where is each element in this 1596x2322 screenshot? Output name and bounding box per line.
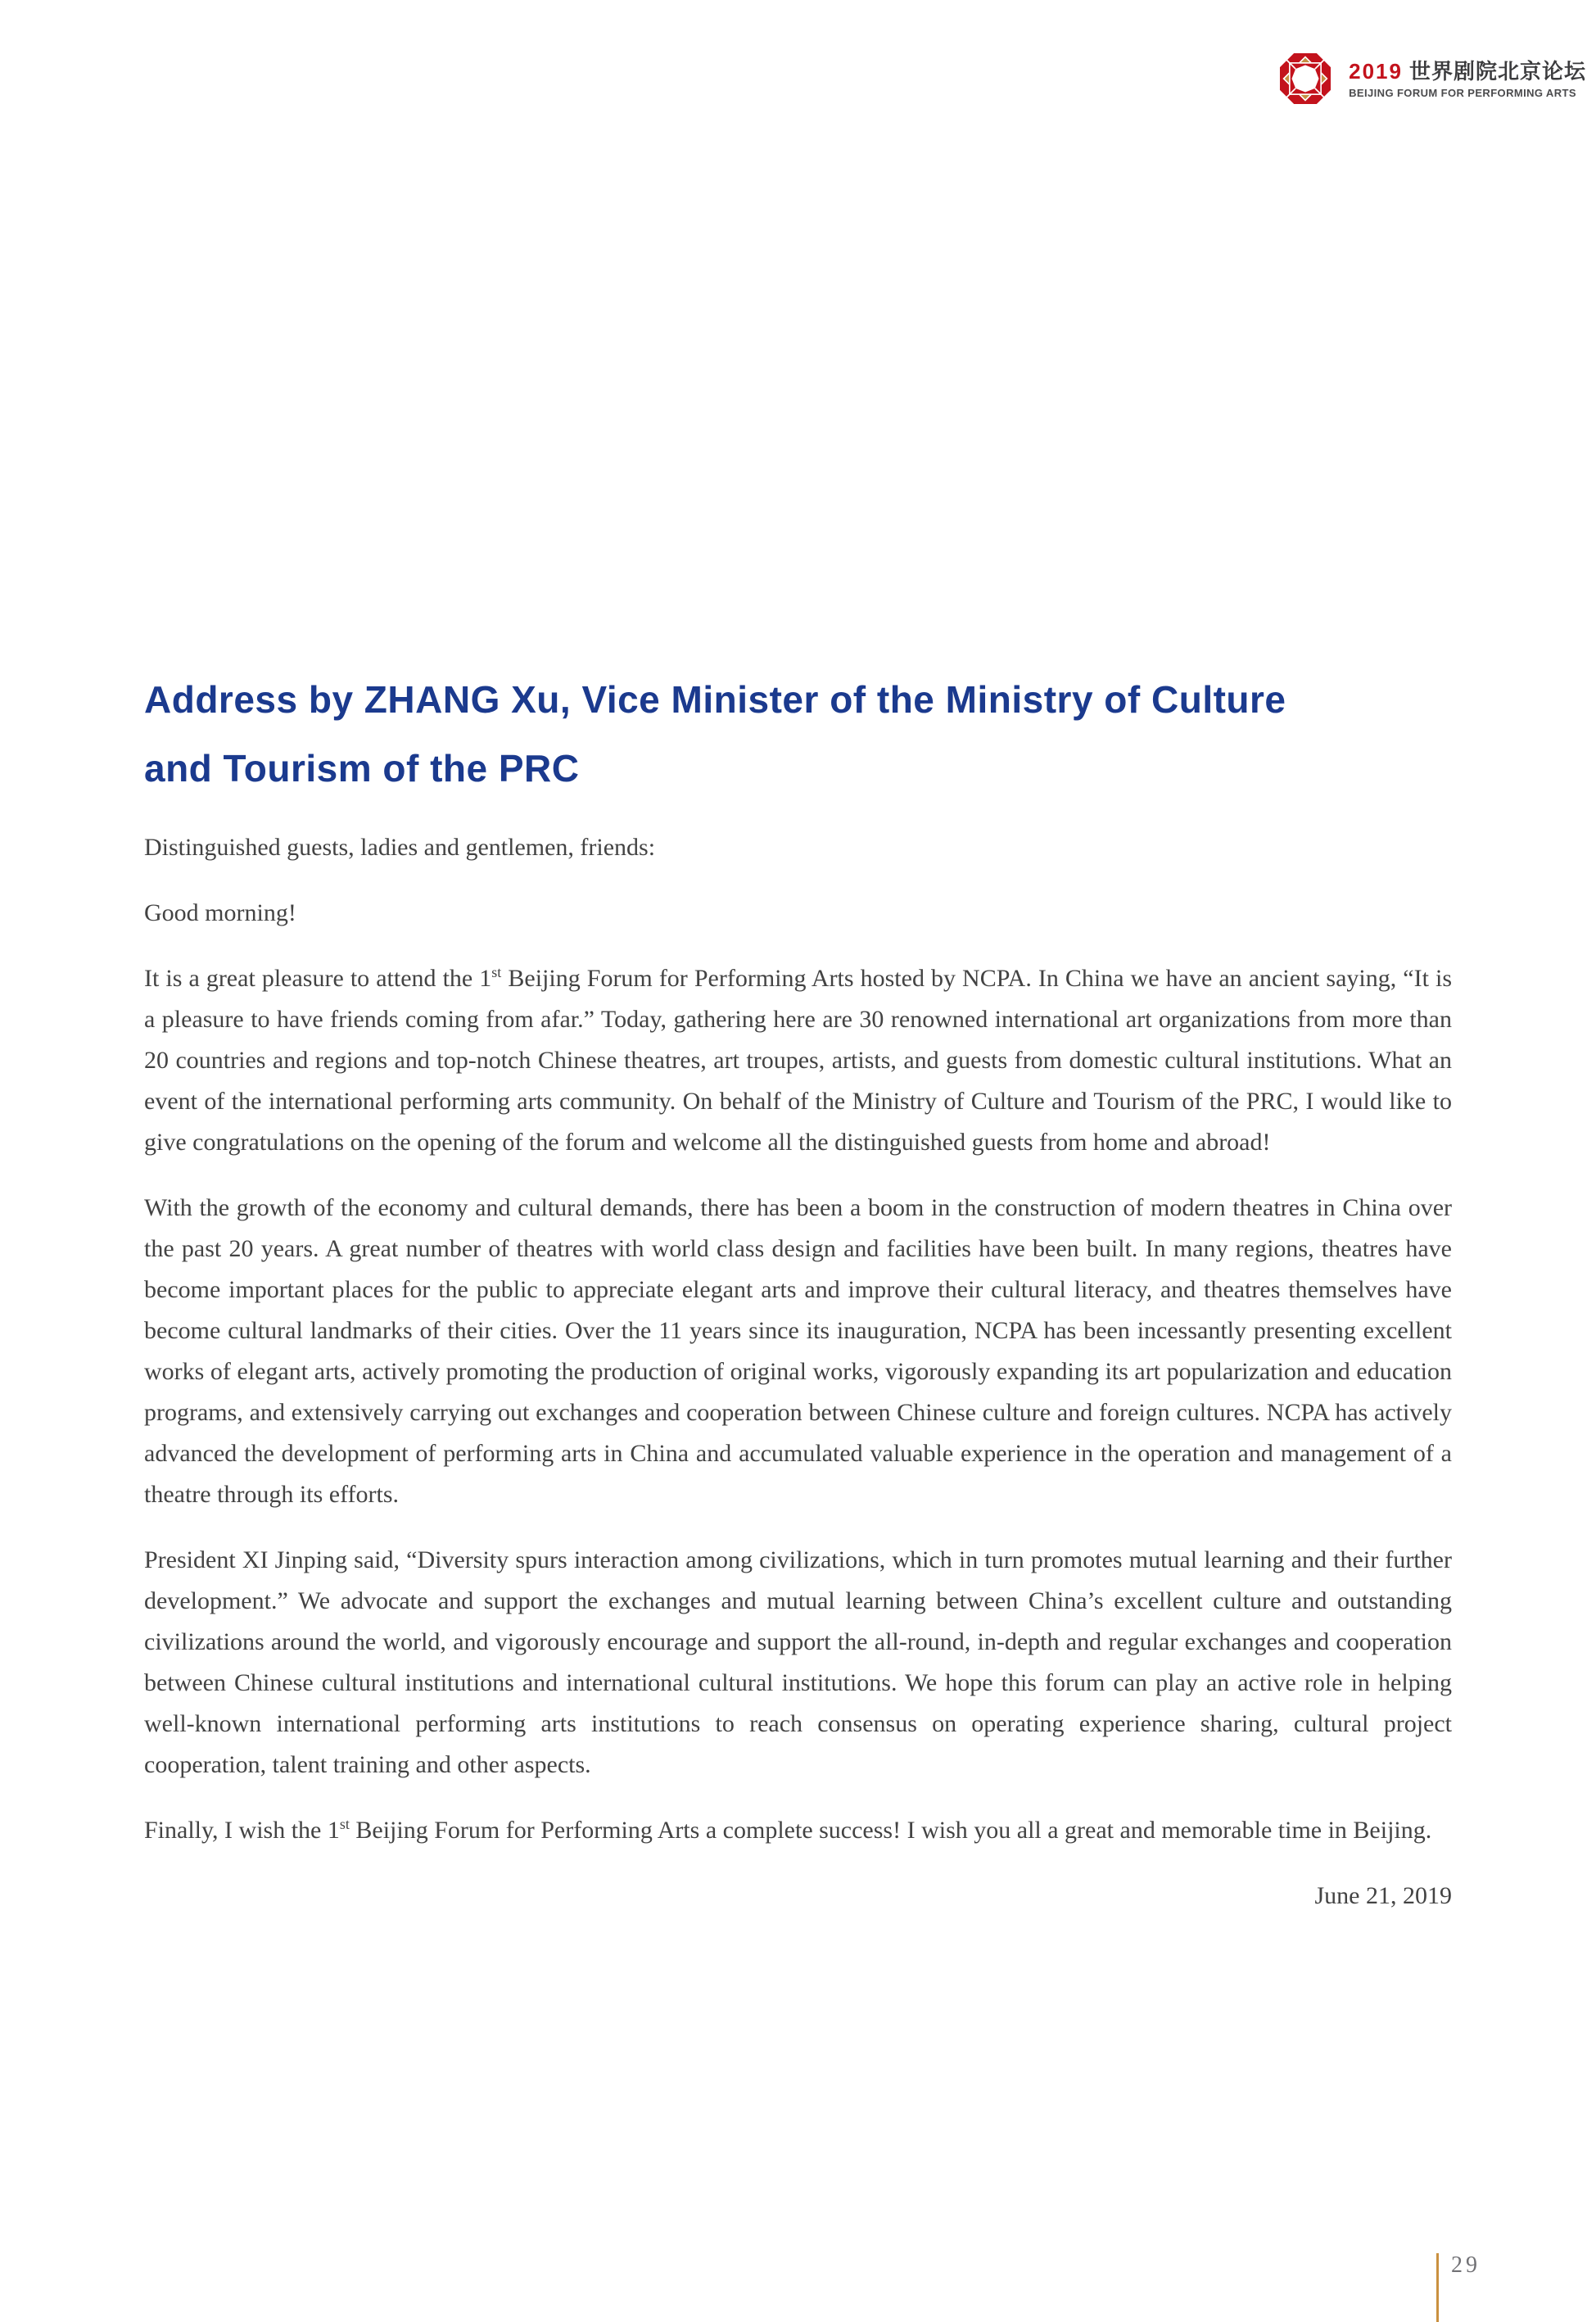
forum-logo-title-en: BEIJING FORUM FOR PERFORMING ARTS — [1349, 87, 1576, 99]
speech-article — [144, 665, 1452, 1917]
paragraph-4-pre: Finally, I wish the 1 — [144, 1817, 340, 1844]
paragraph-4 — [144, 1810, 1452, 1851]
greeting-line: Good morning! — [144, 899, 296, 926]
ordinal-superscript: st — [491, 964, 502, 980]
forum-rosette-icon — [1278, 51, 1332, 106]
forum-logo-text — [1349, 58, 1586, 99]
paragraph-4-post: Beijing Forum for Performing Arts a complete success! I wish you all a great and memorable time in Beijing. — [349, 1817, 1432, 1844]
salutation-line: Distinguished guests, ladies and gentlemen, friends: — [144, 834, 656, 861]
paragraph-1-post: Beijing Forum for Performing Arts hosted by NCPA. In China we have an ancient saying, “It is a pleasure to have friends coming from afar.” Today, gathering here are 30 renowned international art organizations from more than 20 countries and regions and top-notch Chinese theatres, art troupes, artists, and guests from domestic cultural institutions. What an event of the international performing arts community. On behalf of the Ministry of Culture and Tourism of the PRC, I would like to give congratulations on the opening of the forum and welcome all the distinguished guests from home and abroad! — [144, 965, 1452, 1156]
paragraph-1-pre: It is a great pleasure to attend the 1 — [144, 965, 492, 992]
page-number: 29 — [1451, 2252, 1481, 2278]
paragraph-2: With the growth of the economy and cultural demands, there has been a boom in the construction of modern theatres in China over the past 20 years. A great number of theatres with world class design and facilities have been built. In many regions, theatres have become important places for the public to appreciate elegant arts and improve their cultural literacy, and theatres themselves have become cultural landmarks of their cities. Over the 11 years since its inauguration, NCPA has been incessantly presenting excellent works of elegant arts, actively promoting the production of original works, vigorously expanding its art popularization and education programs, and extensively carrying out exchanges and cooperation between Chinese culture and foreign cultures. NCPA has actively advanced the development of performing arts in China and accumulated valuable experience in the operation and management of a theatre through its efforts. — [144, 1194, 1452, 1508]
forum-logo-cn-chars: 世界剧院北京论坛 — [1408, 59, 1586, 84]
page-title: Address by ZHANG Xu, Vice Minister of the Ministry of Culture and Tourism of the PRC — [144, 678, 1286, 790]
footer-rule — [1436, 2253, 1439, 2322]
paragraph-1 — [144, 958, 1452, 1163]
forum-logo-title-cn — [1349, 58, 1586, 84]
forum-logo-year: 2019 — [1349, 59, 1403, 84]
date-line: June 21, 2019 — [1314, 1882, 1452, 1909]
forum-logo — [1278, 51, 1586, 106]
ordinal-superscript: st — [339, 1816, 350, 1832]
paragraph-3: President XI Jinping said, “Diversity spurs interaction among civilizations, which in turn promotes mutual learning and their further development.” We advocate and support the exchanges and mutual learning between China’s excellent culture and outstanding civilizations around the world, and vigorously encourage and support the all-round, in-depth and regular exchanges and cooperation between Chinese cultural institutions and international cultural institutions. We hope this forum can play an active role in helping well-known international performing arts institutions to reach consensus on operating experience sharing, cultural project cooperation, talent training and other aspects. — [144, 1546, 1452, 1778]
